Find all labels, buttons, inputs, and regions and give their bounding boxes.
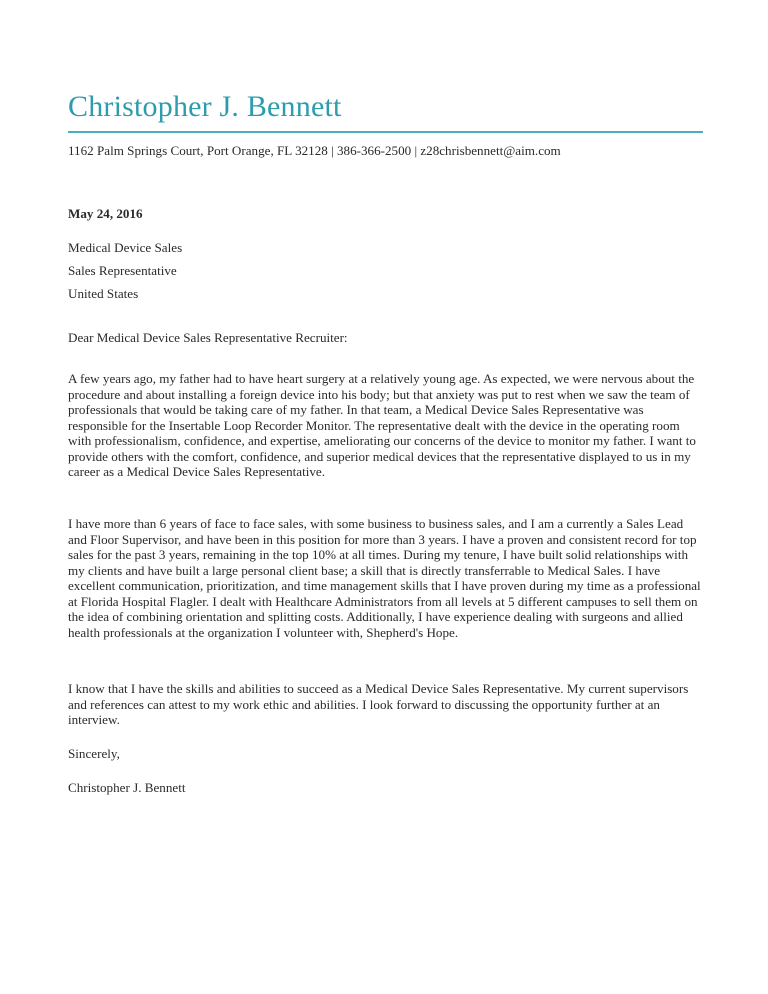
closing-line: Sincerely, [68, 746, 120, 761]
applicant-name: Christopher J. Bennett [68, 90, 342, 123]
signature-name: Christopher J. Bennett [68, 780, 186, 795]
body-paragraph-experience: I have more than 6 years of face to face sales, with some business to business sales, and I am a currently a Sales Lead and Floor Supervisor, and have been in this position for more than 3 years. I have a proven and consistent record for top sales for the past 3 years, remaining in the top 10% at all times. During my tenure, I have built solid relationships with my clients and have built a large personal client base; a skill that is directly transferrable to Medical Sales. I have excellent communication, prioritization, and time management skills that I have proven during my time as a professional at Florida Hospital Flagler. I dealt with Healthcare Administrators from all levels at 5 different campuses to sell them on the idea of combining orientation and splitting costs. Additionally, I have experience dealing with surgeons and allied health professionals at the organization I volunteer with, Shepherd's Hope. [68, 516, 701, 640]
header-divider [68, 131, 703, 133]
body-paragraph-motivation: A few years ago, my father had to have heart surgery at a relatively young age. As expected, we were nervous about the procedure and about installing a foreign device into his body; but that anxiety was put to rest when we saw the team of professionals that would be taking care of my father. In that team, a Medical Device Sales Representative was responsible for the Insertable Loop Recorder Monitor. The representative dealt with the device in the operating room with professionalism, confidence, and expertise, ameliorating our concerns of the device to monitor my father. I want to provide others with the comfort, confidence, and superior medical devices that the representative displayed to us in my career as a Medical Device Sales Representative. [68, 371, 696, 479]
body-paragraph-closing: I know that I have the skills and abilities to succeed as a Medical Device Sales Representative. My current supervisors and references can attest to my work ethic and abilities. I look forward to discussing the opportunity further at an interview. [68, 681, 689, 727]
letter-date: May 24, 2016 [68, 206, 143, 221]
salutation: Dear Medical Device Sales Representative Recruiter: [68, 330, 348, 345]
recipient-line-country: United States [68, 286, 139, 301]
recipient-line-position: Sales Representative [68, 263, 177, 278]
recipient-line-company: Medical Device Sales [68, 240, 183, 255]
contact-line: 1162 Palm Springs Court, Port Orange, FL 32128 | 386-366-2500 | z28chrisbennett@aim.com [68, 143, 561, 158]
